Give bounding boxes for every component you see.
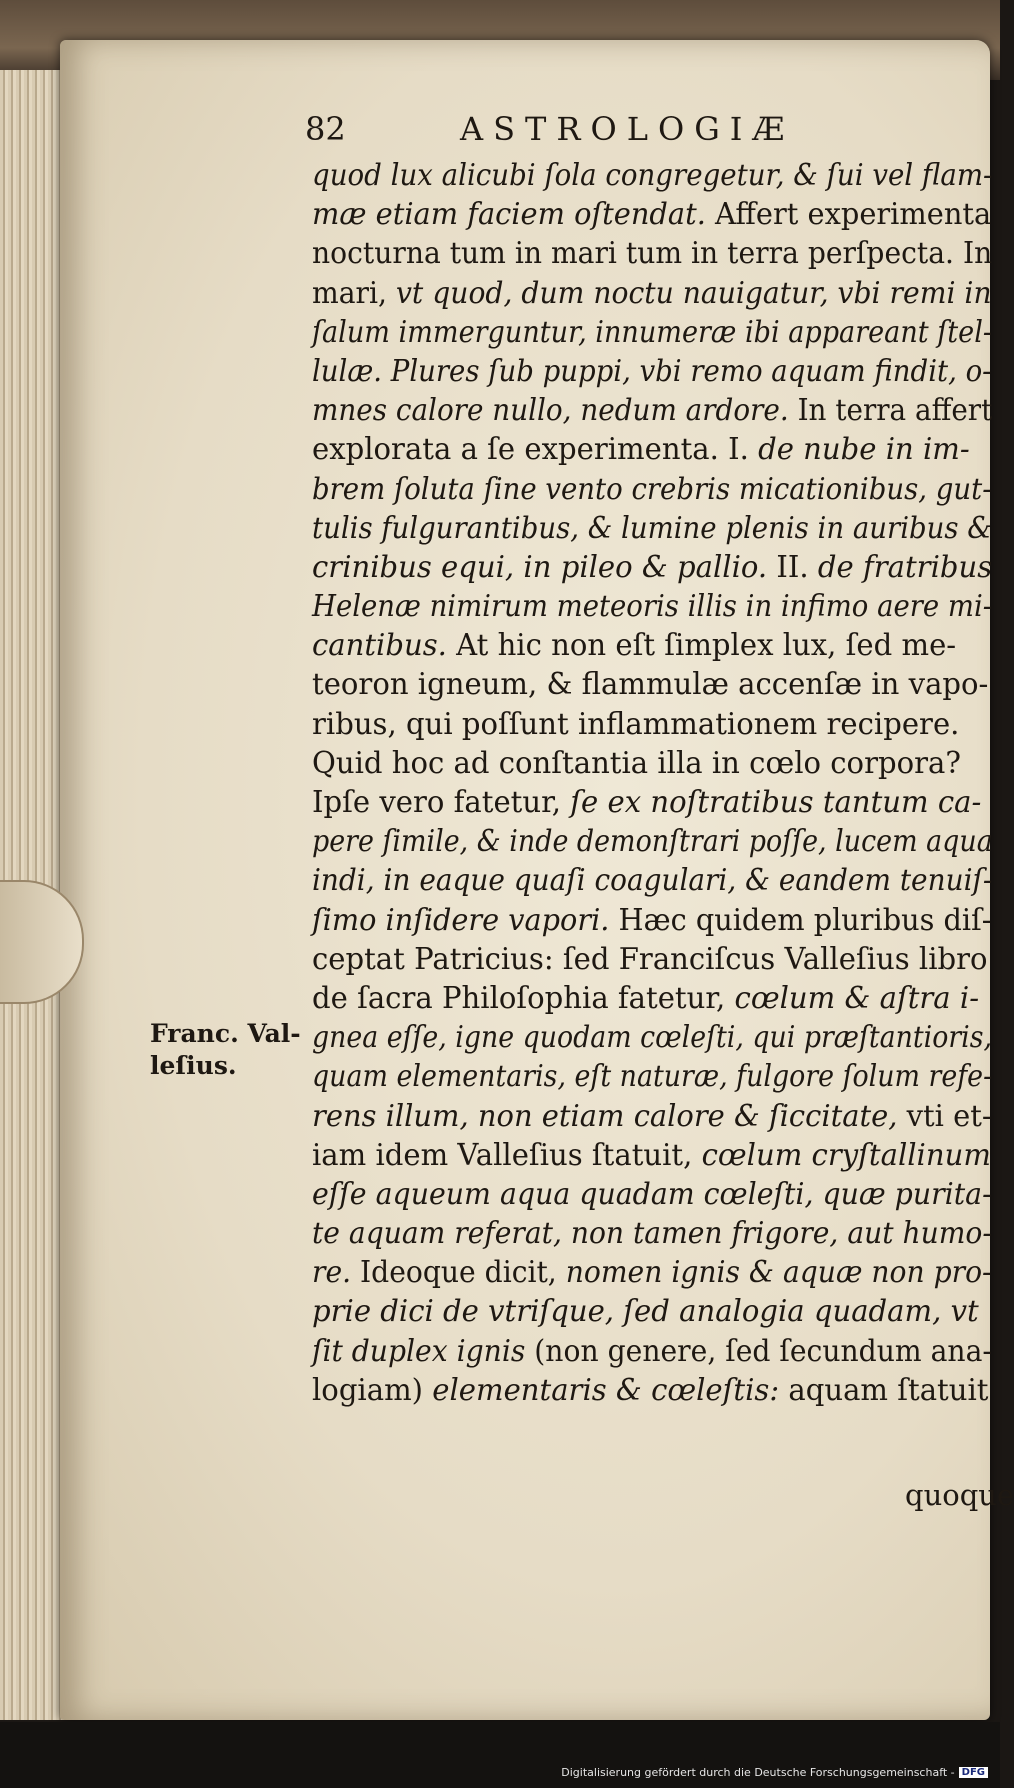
text-line	[312, 1253, 992, 1292]
italic-segment: quod lux alicubi ſola congregetur, & ſui vel flam-	[312, 158, 993, 192]
text-line	[312, 470, 992, 509]
roman-segment: ribus, qui poſſunt inflammationem recipere.	[312, 706, 960, 741]
main-text-column	[312, 156, 1002, 1410]
text-line	[312, 783, 992, 822]
digitization-credit	[561, 1766, 988, 1779]
italic-segment: re.	[312, 1255, 352, 1290]
text-line	[312, 1332, 992, 1371]
text-line	[312, 587, 993, 626]
text-line	[312, 705, 992, 744]
margin-note-line: leſius.	[150, 1051, 237, 1080]
text-line	[312, 548, 992, 587]
margin-note-line: Franc. Val-	[150, 1019, 301, 1048]
italic-segment: ſe ex noſtratibus tantum ca-	[570, 785, 982, 819]
italic-segment: de nube in im-	[758, 432, 970, 467]
roman-segment: Affert experimenta	[705, 197, 992, 232]
italic-segment: pere ſimile, & inde demonſtrari poſſe, lucem aqua	[312, 824, 993, 859]
roman-segment: (non genere, ſed ſecundum ana-	[525, 1333, 992, 1368]
italic-segment: cœlum cryſtallinum	[701, 1137, 991, 1172]
text-line	[312, 509, 992, 548]
text-line	[312, 744, 992, 783]
text-line	[312, 1292, 992, 1331]
text-line	[312, 665, 992, 704]
roman-segment: II.	[767, 549, 818, 584]
text-line	[312, 1018, 992, 1057]
text-line	[312, 274, 992, 313]
text-line	[312, 979, 992, 1018]
text-line	[312, 940, 992, 979]
page-number: 82	[305, 110, 346, 148]
text-line	[312, 313, 993, 352]
italic-segment: brem ſoluta ſine vento crebris micationibus, gut-	[312, 471, 992, 506]
text-line	[312, 626, 992, 665]
text-line	[312, 1057, 993, 1096]
running-title: ASTROLOGIÆ	[460, 110, 795, 148]
italic-segment: de fratribus	[817, 549, 993, 584]
text-line	[312, 1371, 992, 1410]
text-line	[312, 1136, 992, 1175]
text-line	[312, 430, 992, 469]
italic-segment: tulis fulgurantibus, & lumine plenis in auribus &	[312, 510, 992, 545]
roman-segment: mari,	[312, 275, 396, 310]
dfg-logo: DFG	[959, 1767, 988, 1778]
roman-segment: vti et-	[897, 1098, 992, 1133]
italic-segment: lulæ. Plures ſub puppi, vbi remo aquam findit, o-	[312, 353, 992, 388]
italic-segment: vt quod, dum noctu nauigatur, vbi remi in	[395, 275, 992, 310]
catchword: quoque	[905, 1478, 1014, 1512]
roman-segment: nocturna tum in mari tum in terra perſpecta. In	[312, 236, 993, 271]
roman-segment: de ſacra Philoſophia fatetur,	[312, 980, 735, 1015]
italic-segment: rens illum, non etiam calore & ſiccitate,	[312, 1098, 898, 1133]
roman-segment: iam idem Valleſius ſtatuit,	[312, 1137, 702, 1172]
roman-segment: teoron igneum, & flammulæ accenſæ in vapo-	[312, 667, 989, 702]
italic-segment: ſit duplex ignis	[312, 1333, 526, 1368]
text-line	[312, 861, 993, 900]
roman-segment: explorata a ſe experimenta. I.	[312, 432, 759, 467]
running-header	[305, 110, 905, 150]
text-line	[312, 1214, 992, 1253]
roman-segment: Quid hoc ad conſtantia illa in cœlo corpora?	[312, 745, 961, 780]
italic-segment: indi, in eaque quaſi coagulari, & eandem tenuiſ-	[312, 863, 993, 898]
roman-segment: Hæc quidem pluribus diſ-	[609, 902, 992, 937]
text-line	[312, 234, 993, 273]
text-line	[312, 901, 992, 940]
italic-segment: nomen ignis & aquæ non pro-	[565, 1255, 992, 1290]
text-line	[312, 195, 992, 234]
italic-segment: te aquam referat, non tamen frigore, aut humo-	[312, 1216, 992, 1251]
italic-segment: cœlum & aſtra i-	[734, 980, 980, 1015]
italic-segment: eſſe aqueum aqua quadam cœleſti, quæ purita-	[312, 1176, 992, 1211]
margin-note	[150, 1018, 301, 1082]
roman-segment: ceptat Patricius: ſed Franciſcus Valleſius libro	[312, 941, 988, 976]
italic-segment: crinibus equi, in pileo & pallio.	[312, 549, 768, 584]
roman-segment: aquam ſtatuit	[779, 1372, 989, 1407]
italic-segment: prie dici de vtriſque, ſed analogia quadam, vt	[312, 1294, 979, 1329]
text-line	[312, 1097, 992, 1136]
credit-text: Digitalisierung gefördert durch die Deutsche Forschungsgemeinschaft -	[561, 1766, 955, 1779]
roman-segment: In terra affert	[788, 393, 993, 428]
italic-segment: elementaris & cœleſtis:	[432, 1372, 780, 1407]
italic-segment: cantibus.	[312, 628, 447, 663]
roman-segment: logiam)	[312, 1372, 433, 1407]
text-line	[312, 352, 992, 391]
roman-segment: Ipſe vero fatetur,	[312, 785, 571, 819]
roman-segment: At hic non eſt ſimplex lux, ſed me-	[446, 628, 957, 663]
italic-segment: quam elementaris, eſt naturæ, fulgore ſolum refe-	[312, 1059, 993, 1094]
italic-segment: gnea eſſe, igne quodam cœleſti, qui præſtantioris,	[312, 1020, 992, 1055]
roman-segment: Ideoque dicit,	[351, 1255, 566, 1290]
text-line	[312, 391, 993, 430]
text-line	[312, 822, 993, 861]
text-line	[312, 1175, 992, 1214]
italic-segment: ſalum immerguntur, innumeræ ibi appareant ſtel-	[312, 314, 993, 349]
italic-segment: mæ etiam faciem oſtendat.	[312, 197, 706, 232]
text-line	[312, 156, 993, 195]
italic-segment: mnes calore nullo, nedum ardore.	[312, 393, 789, 428]
italic-segment: ſimo inſidere vapori.	[312, 902, 610, 937]
italic-segment: Helenæ nimirum meteoris illis in infimo aere mi-	[312, 589, 993, 624]
